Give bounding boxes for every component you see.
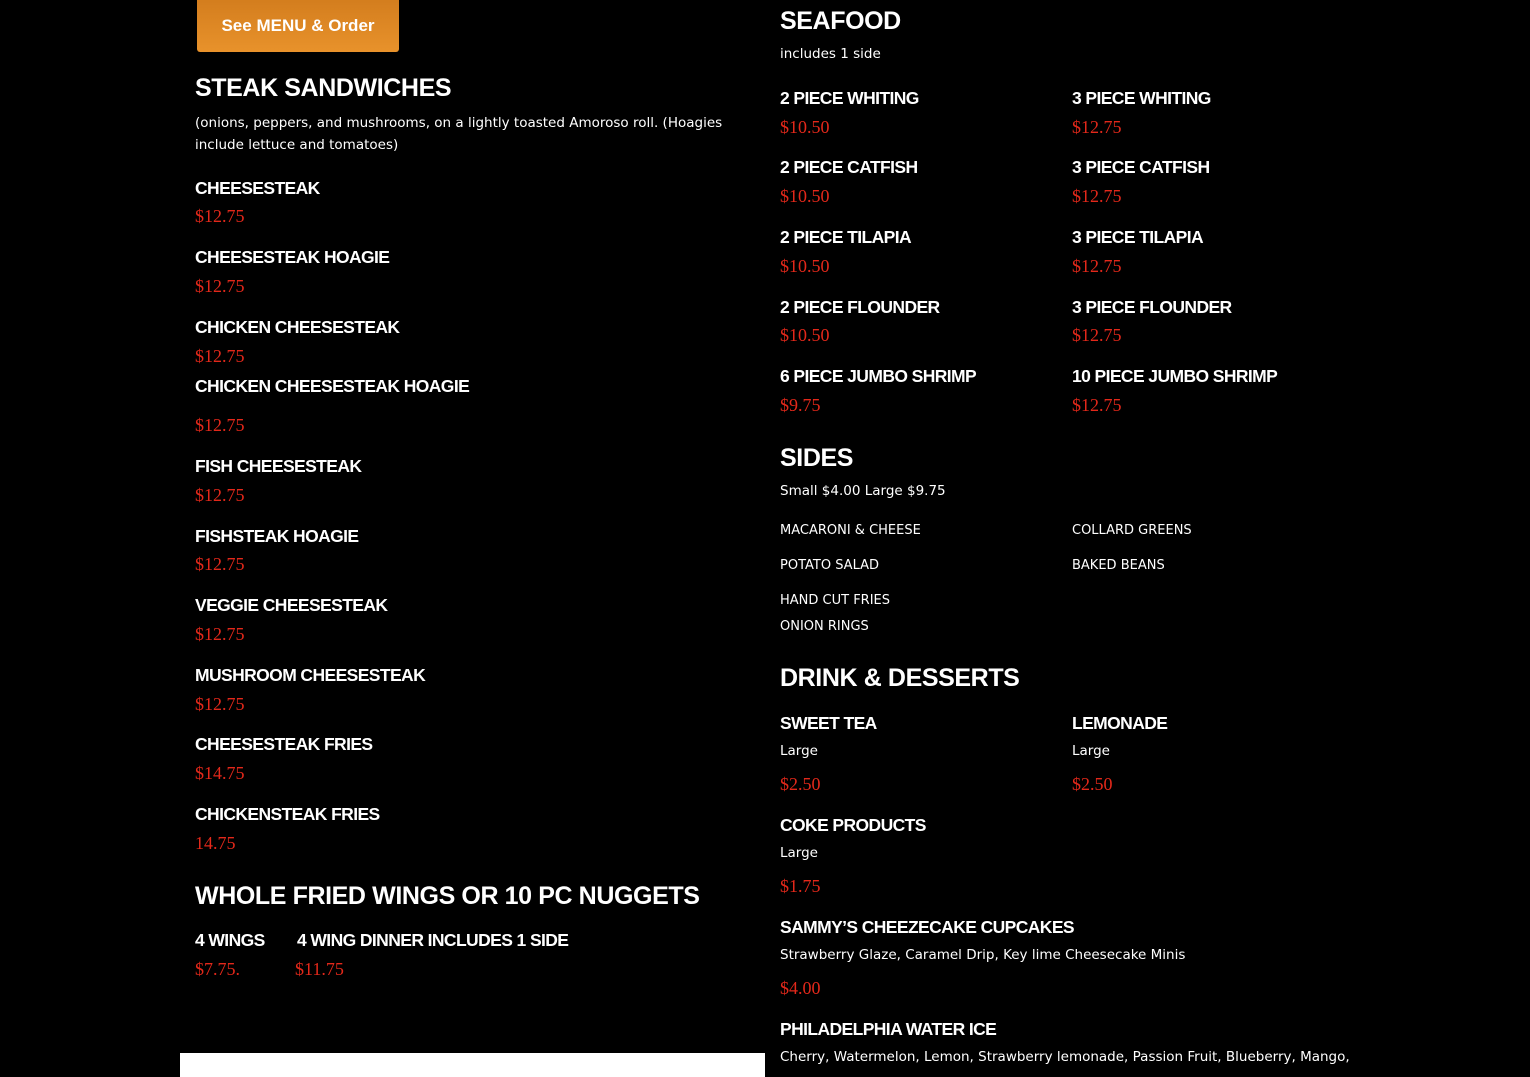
menu-item-price: $12.75 [195, 485, 245, 505]
menu-item-price: $12.75 [195, 206, 245, 226]
menu-item-price: $2.50 [1072, 774, 1113, 794]
menu-item-price: $12.75 [1072, 325, 1122, 345]
menu-item-price: $12.75 [1072, 117, 1122, 137]
menu-item-detail: Large [1072, 743, 1110, 759]
menu-item-price: $10.50 [780, 325, 830, 345]
menu-item-name: CHICKENSTEAK FRIES [195, 804, 380, 824]
seafood-heading: SEAFOOD [780, 7, 901, 35]
menu-item-price: $10.50 [780, 117, 830, 137]
sides-heading: SIDES [780, 444, 854, 472]
menu-item-name: 2 PIECE TILAPIA [780, 227, 912, 247]
menu-item-price: $12.75 [1072, 256, 1122, 276]
menu-item-name: CHICKEN CHEESESTEAK HOAGIE [195, 376, 470, 396]
side-item: ONION RINGS [780, 619, 869, 634]
menu-item-price: $4.00 [780, 978, 821, 998]
seafood-subtitle: includes 1 side [780, 46, 881, 62]
menu-item-name: COKE PRODUCTS [780, 815, 926, 835]
menu-item-detail: Strawberry Glaze, Caramel Drip, Key lime Cheesecake Minis [780, 947, 1186, 963]
menu-item-price: $10.50 [780, 256, 830, 276]
menu-item-name: PHILADELPHIA WATER ICE [780, 1019, 997, 1039]
menu-item-detail: Cherry, Watermelon, Lemon, Strawberry lemonade, Passion Fruit, Blueberry, Mango, [780, 1049, 1350, 1065]
menu-item-name: FISHSTEAK HOAGIE [195, 526, 359, 546]
side-item: BAKED BEANS [1072, 558, 1165, 573]
menu-item-name: MUSHROOM CHEESESTEAK [195, 665, 426, 685]
steak-sandwiches-description: (onions, peppers, and mushrooms, on a lightly toasted Amoroso roll. (Hoagies include lettuce and tomatoes) [195, 115, 723, 153]
menu-item-price: $10.50 [780, 186, 830, 206]
menu-item-price: $12.75 [195, 554, 245, 574]
side-item: POTATO SALAD [780, 558, 880, 573]
menu-item-name: VEGGIE CHEESESTEAK [195, 595, 388, 615]
menu-item-name: 3 PIECE WHITING [1072, 88, 1211, 108]
side-item: COLLARD GREENS [1072, 523, 1192, 538]
menu-item-price: $12.75 [195, 415, 245, 435]
menu-item-price: $7.75. [195, 959, 240, 979]
menu-item-price: $14.75 [195, 763, 245, 783]
menu-item-price: $9.75 [780, 395, 821, 415]
menu-item-name: SAMMY’S CHEEZECAKE CUPCAKES [780, 917, 1074, 937]
menu-item-price: $2.50 [780, 774, 821, 794]
menu-item-price: $12.75 [1072, 395, 1122, 415]
menu-item-name: CHICKEN CHEESESTEAK [195, 317, 400, 337]
menu-item-price: $12.75 [1072, 186, 1122, 206]
menu-item-price: 14.75 [195, 833, 236, 853]
see-menu-order-button[interactable]: See MENU & Order [197, 0, 399, 52]
side-item: MACARONI & CHEESE [780, 523, 921, 538]
menu-item-name: 2 PIECE WHITING [780, 88, 919, 108]
drinks-desserts-heading: DRINK & DESSERTS [780, 664, 1020, 692]
menu-item-detail: Large [780, 743, 818, 759]
menu-item-name: LEMONADE [1072, 713, 1168, 733]
menu-item-name: CHEESESTEAK HOAGIE [195, 247, 390, 267]
menu-item-price: $1.75 [780, 876, 821, 896]
sides-subtitle: Small $4.00 Large $9.75 [780, 483, 946, 499]
menu-item-name: 3 PIECE FLOUNDER [1072, 297, 1232, 317]
menu-item-price: $12.75 [195, 276, 245, 296]
side-item: HAND CUT FRIES [780, 593, 891, 608]
menu-item-name: 10 PIECE JUMBO SHRIMP [1072, 366, 1278, 386]
menu-item-name: 6 PIECE JUMBO SHRIMP [780, 366, 977, 386]
menu-item-name: 4 WING DINNER INCLUDES 1 SIDE [297, 930, 569, 950]
menu-item-name: CHEESESTEAK [195, 178, 320, 198]
menu-item-price: $12.75 [195, 624, 245, 644]
menu-item-price: $12.75 [195, 346, 245, 366]
menu-item-name: 2 PIECE CATFISH [780, 157, 918, 177]
menu-item-name: 2 PIECE FLOUNDER [780, 297, 940, 317]
menu-item-name: 3 PIECE TILAPIA [1072, 227, 1204, 247]
menu-item-name: FISH CHEESESTEAK [195, 456, 362, 476]
menu-item-name: 4 WINGS [195, 930, 265, 950]
menu-item-name: 3 PIECE CATFISH [1072, 157, 1210, 177]
steak-sandwiches-heading: STEAK SANDWICHES [195, 74, 452, 102]
menu-item-name: CHEESESTEAK FRIES [195, 734, 373, 754]
footer-bar [180, 1053, 765, 1077]
menu-item-price: $11.75 [295, 959, 344, 979]
menu-item-price: $12.75 [195, 694, 245, 714]
wings-heading: WHOLE FRIED WINGS OR 10 PC NUGGETS [195, 882, 700, 910]
menu-item-detail: Large [780, 845, 818, 861]
menu-item-name: SWEET TEA [780, 713, 877, 733]
